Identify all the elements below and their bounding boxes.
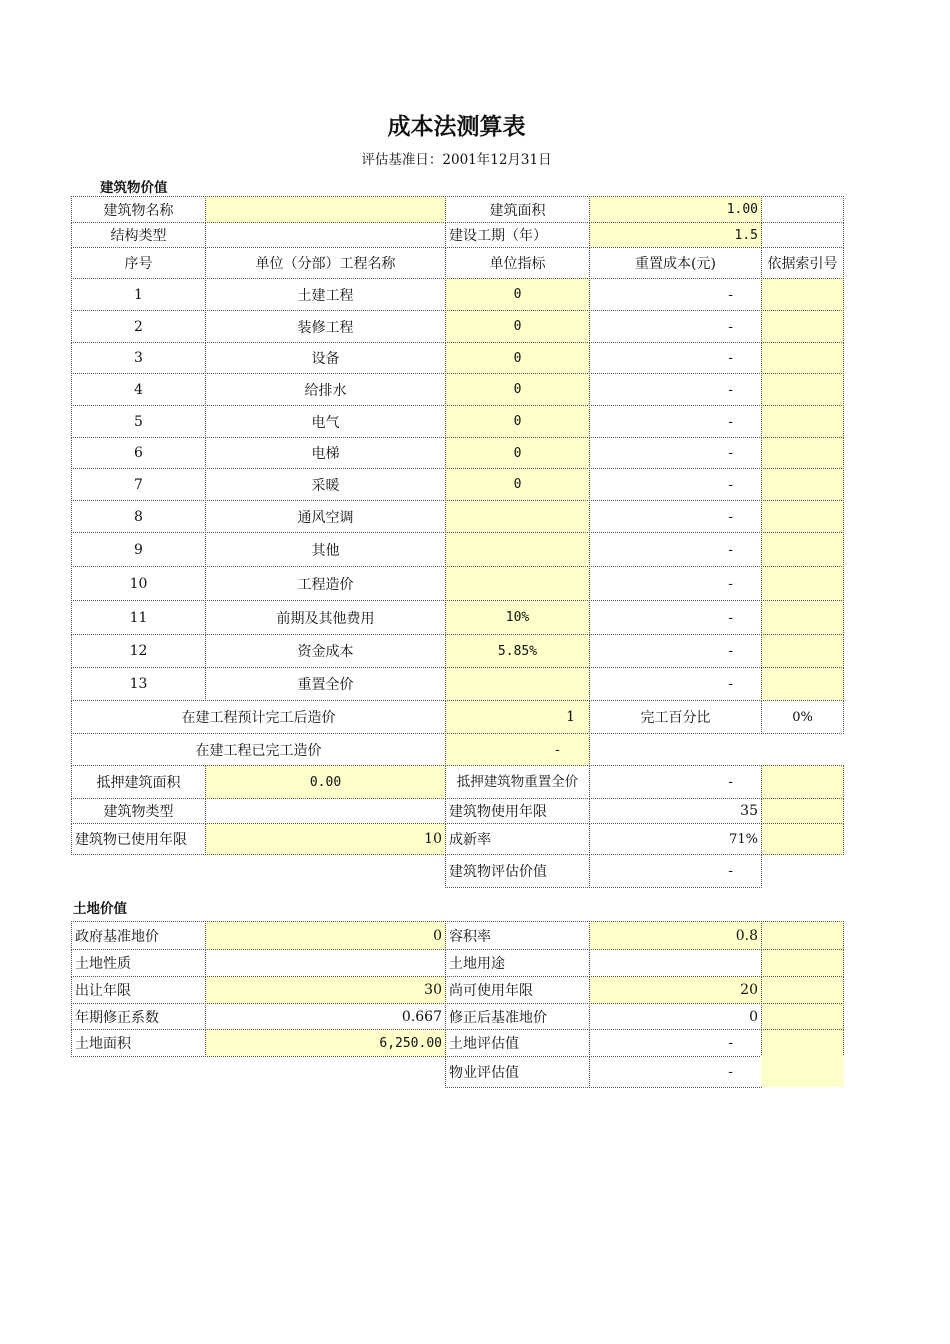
- structure-type-input[interactable]: [205, 222, 446, 248]
- row-replacement-cost: -: [589, 310, 762, 343]
- row-item-name: 前期及其他费用: [205, 600, 446, 635]
- gov-base-land-price-label: 政府基准地价: [71, 921, 206, 950]
- land-value-ref-input[interactable]: [761, 1029, 844, 1057]
- row-replacement-cost: -: [589, 468, 762, 501]
- adjusted-price-ref-input[interactable]: [761, 1003, 844, 1030]
- row-unit-index[interactable]: [445, 566, 590, 601]
- row-replacement-cost: -: [589, 342, 762, 374]
- row-replacement-cost: -: [589, 373, 762, 406]
- land-section-label: 土地价值: [73, 901, 127, 917]
- wip-completed-cost-value: -: [445, 733, 590, 766]
- row-no: 5: [71, 405, 206, 438]
- land-area-label: 土地面积: [71, 1029, 206, 1057]
- building-area-label: 建筑面积: [445, 196, 590, 223]
- page-title: 成本法测算表: [387, 114, 526, 140]
- row-item-name: 装修工程: [205, 310, 446, 343]
- newness-rate-value: 71%: [589, 823, 762, 855]
- header-reference-no: 依据索引号: [761, 247, 844, 279]
- land-use-input[interactable]: [589, 949, 762, 977]
- row-reference-no[interactable]: [761, 532, 844, 567]
- row-item-name: 重置全价: [205, 667, 446, 701]
- row-reference-no[interactable]: [761, 600, 844, 635]
- property-value-ref-input[interactable]: [761, 1056, 844, 1087]
- row-reference-no[interactable]: [761, 310, 844, 343]
- row-unit-index[interactable]: 0: [445, 468, 590, 501]
- row-no: 12: [71, 634, 206, 668]
- row-replacement-cost: -: [589, 278, 762, 311]
- row-reference-no[interactable]: [761, 500, 844, 533]
- row-unit-index[interactable]: 5.85%: [445, 634, 590, 668]
- completion-percent-label: 完工百分比: [589, 700, 762, 734]
- far-ref-input[interactable]: [761, 921, 844, 950]
- gov-base-land-price-input[interactable]: 0: [205, 921, 446, 950]
- building-used-years-label: 建筑物已使用年限: [71, 823, 206, 855]
- floor-area-ratio-input[interactable]: 0.8: [589, 921, 762, 950]
- row-replacement-cost: -: [589, 566, 762, 601]
- construction-period-input[interactable]: 1.5: [589, 222, 762, 248]
- row-no: 4: [71, 373, 206, 406]
- row-item-name: 其他: [205, 532, 446, 567]
- row-no: 1: [71, 278, 206, 311]
- grant-term-input[interactable]: 30: [205, 976, 446, 1004]
- row-item-name: 采暖: [205, 468, 446, 501]
- row-no: 2: [71, 310, 206, 343]
- row-unit-index[interactable]: 10%: [445, 600, 590, 635]
- header-replacement-cost: 重置成本(元): [589, 247, 762, 279]
- row-reference-no[interactable]: [761, 566, 844, 601]
- newness-rate-label: 成新率: [445, 823, 590, 855]
- adjusted-base-price-label: 修正后基准地价: [445, 1003, 590, 1030]
- building-service-life-label: 建筑物使用年限: [445, 798, 590, 824]
- row-no: 7: [71, 468, 206, 501]
- land-use-label: 土地用途: [445, 949, 590, 977]
- wip-estimated-cost-label: 在建工程预计完工后造价: [71, 700, 446, 734]
- row-no: 11: [71, 600, 206, 635]
- row-replacement-cost: -: [589, 437, 762, 469]
- row-no: 10: [71, 566, 206, 601]
- row-reference-no[interactable]: [761, 405, 844, 438]
- remaining-years-input[interactable]: 20: [589, 976, 762, 1004]
- construction-period-label: 建设工期（年）: [445, 222, 590, 248]
- wip-completed-cost-label: 在建工程已完工造价: [71, 733, 446, 766]
- land-area-input[interactable]: 6,250.00: [205, 1029, 446, 1057]
- structure-type-label: 结构类型: [71, 222, 206, 248]
- land-nature-label: 土地性质: [71, 949, 206, 977]
- row-item-name: 资金成本: [205, 634, 446, 668]
- row-unit-index[interactable]: 0: [445, 342, 590, 374]
- row-reference-no[interactable]: [761, 437, 844, 469]
- term-correction-coef-label: 年期修正系数: [71, 1003, 206, 1030]
- building-name-input[interactable]: [205, 196, 446, 223]
- remaining-years-ref-input[interactable]: [761, 976, 844, 1004]
- mortgage-replacement-cost-label: 抵押建筑物重置全价: [445, 765, 590, 799]
- valuation-date: 评估基准日：2001年12月31日: [361, 152, 552, 168]
- building-service-life-value: 35: [589, 798, 762, 824]
- land-appraised-value-label: 土地评估值: [445, 1029, 590, 1057]
- row-reference-no[interactable]: [761, 342, 844, 374]
- row-no: 8: [71, 500, 206, 533]
- building-used-years-input[interactable]: 10: [205, 823, 446, 855]
- row-unit-index[interactable]: 0: [445, 373, 590, 406]
- land-use-ref-input[interactable]: [761, 949, 844, 977]
- row-item-name: 设备: [205, 342, 446, 374]
- mortgage-replacement-cost-value: -: [589, 765, 762, 799]
- building-appraised-value: -: [589, 854, 762, 888]
- newness-ref-input[interactable]: [761, 823, 844, 855]
- row-reference-no[interactable]: [761, 468, 844, 501]
- row-replacement-cost: -: [589, 634, 762, 668]
- row-no: 13: [71, 667, 206, 701]
- row-item-name: 通风空调: [205, 500, 446, 533]
- building-section-label: 建筑物价值: [100, 180, 168, 196]
- land-appraised-value: -: [589, 1029, 762, 1057]
- header-unit-index: 单位指标: [445, 247, 590, 279]
- row-item-name: 工程造价: [205, 566, 446, 601]
- property-appraised-value: -: [589, 1056, 762, 1088]
- row-unit-index[interactable]: 0: [445, 437, 590, 469]
- mortgage-area-input[interactable]: 0.00: [205, 765, 446, 799]
- row-reference-no[interactable]: [761, 373, 844, 406]
- row-item-name: 电梯: [205, 437, 446, 469]
- row-reference-no[interactable]: [761, 667, 844, 701]
- building-type-input[interactable]: [205, 798, 446, 824]
- row-item-name: 给排水: [205, 373, 446, 406]
- row-replacement-cost: -: [589, 500, 762, 533]
- row-item-name: 电气: [205, 405, 446, 438]
- land-nature-input[interactable]: [205, 949, 446, 977]
- row-replacement-cost: -: [589, 600, 762, 635]
- mortgage-ref-input[interactable]: [761, 765, 844, 799]
- row-no: 9: [71, 532, 206, 567]
- building-name-label: 建筑物名称: [71, 196, 206, 223]
- row-unit-index[interactable]: [445, 667, 590, 701]
- mortgage-area-label: 抵押建筑面积: [71, 765, 206, 799]
- building-area-ref: [761, 196, 844, 223]
- row-unit-index[interactable]: 0: [445, 278, 590, 311]
- row-no: 6: [71, 437, 206, 469]
- building-area-input[interactable]: 1.00: [589, 196, 762, 223]
- row-replacement-cost: -: [589, 667, 762, 701]
- completion-percent-value: 0%: [761, 700, 844, 734]
- row-unit-index[interactable]: 0: [445, 310, 590, 343]
- adjusted-base-price-value: 0: [589, 1003, 762, 1030]
- grant-term-label: 出让年限: [71, 976, 206, 1004]
- row-unit-index[interactable]: [445, 500, 590, 533]
- building-type-label: 建筑物类型: [71, 798, 206, 824]
- row-item-name: 土建工程: [205, 278, 446, 311]
- row-no: 3: [71, 342, 206, 374]
- row-reference-no[interactable]: [761, 278, 844, 311]
- row-unit-index[interactable]: 0: [445, 405, 590, 438]
- row-reference-no[interactable]: [761, 634, 844, 668]
- header-item-name: 单位（分部）工程名称: [205, 247, 446, 279]
- floor-area-ratio-label: 容积率: [445, 921, 590, 950]
- row-replacement-cost: -: [589, 532, 762, 567]
- row-replacement-cost: -: [589, 405, 762, 438]
- property-appraised-value-label: 物业评估值: [445, 1056, 590, 1088]
- building-appraised-value-label: 建筑物评估价值: [445, 854, 590, 888]
- remaining-years-label: 尚可使用年限: [445, 976, 590, 1004]
- row-unit-index[interactable]: [445, 532, 590, 567]
- header-no: 序号: [71, 247, 206, 279]
- construction-period-ref: [761, 222, 844, 248]
- wip-estimated-cost-input[interactable]: 1: [445, 700, 590, 734]
- term-correction-coef-value: 0.667: [205, 1003, 446, 1030]
- service-life-ref-input[interactable]: [761, 798, 844, 824]
